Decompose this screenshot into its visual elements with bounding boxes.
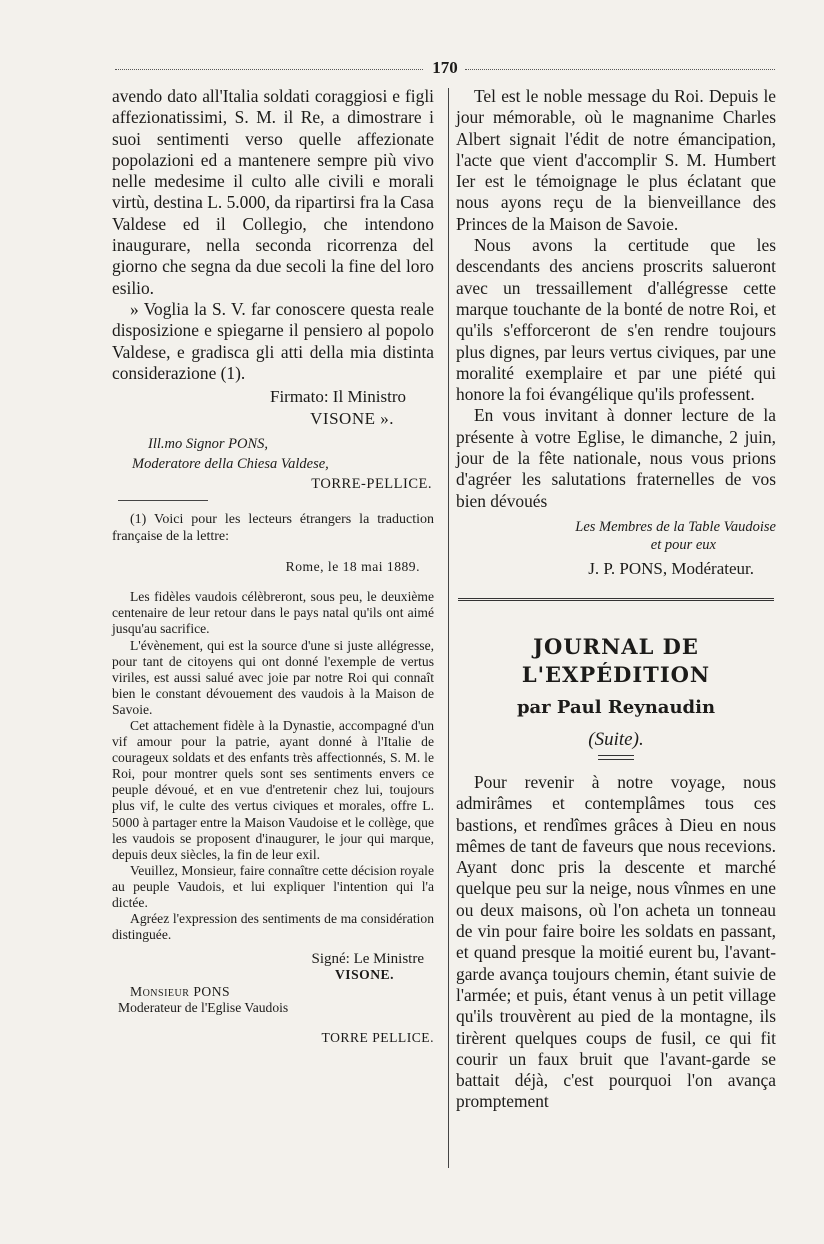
addressee-name: Ill.mo Signor PONS, xyxy=(148,436,269,453)
table-members: Les Membres de la Table Vaudoise xyxy=(575,518,776,535)
addressee-title: Moderatore della Chiesa Valdese, xyxy=(132,456,329,473)
french-paragraph-1: Tel est le noble message du Roi. Depuis le jour mémorable, où le magnanime Charles Albert signait l'édit de notre émancipation, l'acte que vient d'accomplir S. M. Humbert Ier est le témoignage le plus éclatant que nous ayons reçu de la bienveillance des Princes de la Maison de Savoie. xyxy=(456,86,776,234)
journal-author: par Paul Reynaudin xyxy=(516,696,716,718)
left-column xyxy=(112,86,434,1046)
page-header xyxy=(115,58,775,80)
footnote-paragraph-4: Veuillez, Monsieur, faire connaître cette décision royale au peuple Vaudois, et lui expliquer l'intention qui l'a dictée. xyxy=(112,862,434,911)
section-separator xyxy=(458,598,774,601)
footnote-signe-name: VISONE. xyxy=(334,967,394,983)
italian-letter-paragraph-1: avendo dato all'Italia soldati coraggiosi e figli affezionatissimi, S. M. il Re, a dimostrare i suoi sentimenti verso quelle affezionate popolazioni ed a mantenere sempre più vivo nelle medesime il culto alle civili e morali virtù, destina L. 5.000, da ripartirsi fra la Casa Valdese ed il Collegio, che intendono inaugurare, nella seconda ricorrenza del giorno che segna da due secoli la fine del loro esilio. xyxy=(112,86,434,298)
signature-firmato xyxy=(112,386,434,408)
journal-suite: (Suite). xyxy=(588,728,644,750)
signature-visone: VISONE ». xyxy=(310,409,394,429)
ornament-rule xyxy=(456,755,776,760)
footnote-paragraph-3: Cet attachement fidèle à la Dynastie, accompagné d'un vif amour pour la patrie, ayant donné à l'Italie de courageux soldats et des enfants très affectionnés, S. M. le Roi, pour montrer quels sont ses sentiments envers ce peuple dévoué, et en vue d'entretenir chez lui, toujours plus vif, le culte des vertus civiques et morales, offre L. 5000 à partager entre la Maison Vaudoise et le collège, que les vaudois se proposent d'inaugurer, le jour qui marque, depuis deux siècles, la fin de leur exil. xyxy=(112,718,434,862)
ornament-line-top xyxy=(598,755,634,756)
table-pour-eux: et pour eux xyxy=(650,536,716,553)
footnote-addressee-title: Moderateur de l'Eglise Vaudois xyxy=(118,999,289,1015)
journal-title: JOURNAL DE L'EXPÉDITION xyxy=(521,633,711,687)
footnote-signe: Signé: Le Ministre xyxy=(311,951,424,968)
footnote-separator xyxy=(118,500,208,501)
footnote-paragraph-5: Agréez l'expression des sentiments de ma considération distinguée. xyxy=(112,911,434,943)
addressee-place: TORRE-PELLICE. xyxy=(311,476,432,493)
ornament-line-bottom xyxy=(598,759,634,760)
signature-firmato-text: Firmato: Il Ministro xyxy=(270,387,406,407)
footnote-date: Rome, le 18 mai 1889. xyxy=(285,559,420,575)
french-paragraph-2: Nous avons la certitude que les descendants des anciens proscrits salueront avec un tressaillement d'allégresse cette marque touchante de la bonté de notre Roi, et qu'ils s'efforceront de s'en rendre toujours plus dignes, par leurs vertus civiques, par une moralité exemplaire et par une piété qui honore la foi évangélique qu'ils professent. xyxy=(456,235,776,405)
footnote-intro: (1) Voici pour les lecteurs étrangers la traduction française de la lettre: xyxy=(112,512,434,545)
journal-text: Pour revenir à notre voyage, nous admirâmes et contemplâmes tous ces bastions, et rendîmes grâces à Dieu en nous mêmes de tant de faveurs que nous recevions. Ayant donc pris la descente et marché quelque peu sur la neige, nous vînmes en une ou deux maisons, où l'on acheta un tonneau de vin pour faire boire les soldats en passant, et quand presque la moitié eurent bu, l'avant-garde avança toujours chemin, étant suivie de l'armée; et puis, étant venus à un petit village qu'ils trouvèrent au pied de la montagne, ils tirèrent quelques coups de fusil, ce qui fit courir un faux bruit que l'avant-garde se battait déjà, c'est pourquoi l'on avança promptement xyxy=(456,771,776,1112)
footnote-addressee-place: TORRE PELLICE. xyxy=(321,1029,434,1045)
right-column xyxy=(456,86,776,1113)
footnote-addressee: Monsieur PONS xyxy=(130,983,231,999)
column-divider xyxy=(448,88,449,1168)
pons-signature: J. P. PONS, Modérateur. xyxy=(588,558,754,578)
footnote-paragraph-2: L'évènement, qui est la source d'une si juste allégresse, pour tant de citoyens qui ont donné l'exemple de vertus viriles, est aussi salué avec joie par notre Roi qui connaît bien le constant dévouement des vaudois à la Maison de Savoie. xyxy=(112,637,434,717)
french-paragraph-3: En vous invitant à donner lecture de la présente à votre Eglise, le dimanche, 2 juin, jour de la fête nationale, nous vous prions d'agréer les salutations fraternelles de vos bien dévoués xyxy=(456,405,776,511)
header-rule-right xyxy=(465,69,775,70)
italian-letter-paragraph-2: » Voglia la S. V. far conoscere questa reale disposizione e spiegarne il pensiero al popolo Valdese, e gradisca gli atti della mia distinta considerazione (1). xyxy=(112,298,434,383)
footnote-paragraph-1: Les fidèles vaudois célèbreront, sous peu, le deuxième centenaire de leur retour dans le pays natal qu'ils ont aimé jusqu'au sacrifice. xyxy=(112,589,434,637)
page-number: 170 xyxy=(432,58,458,77)
header-rule-left xyxy=(115,69,423,70)
